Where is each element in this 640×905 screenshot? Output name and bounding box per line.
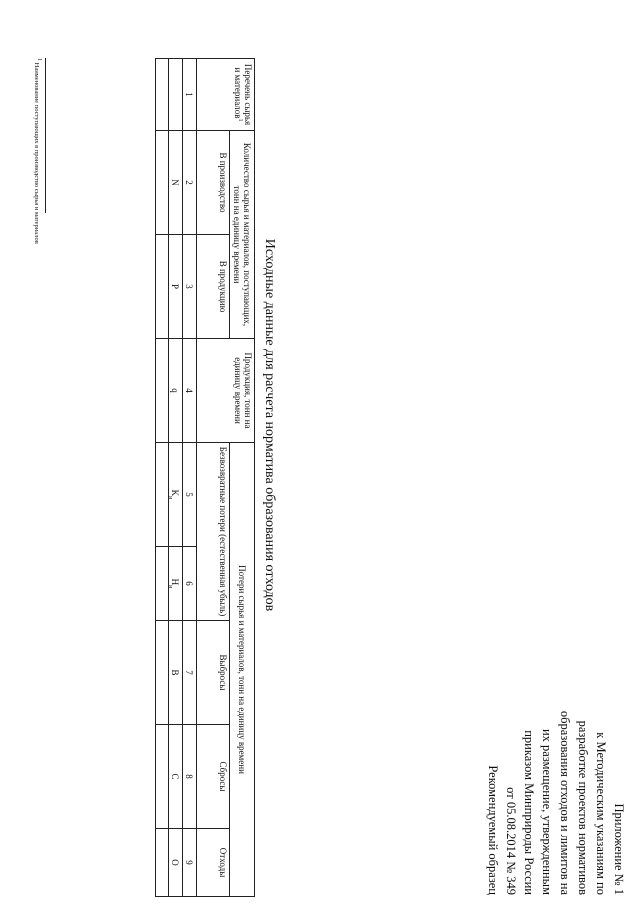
column-number: 1 — [183, 59, 197, 131]
symbol-cell: q — [169, 339, 183, 443]
approval-line: разработке проектов нормативов — [576, 720, 590, 895]
approval-line: к Методическим указаниям по — [594, 732, 608, 895]
header-losses: Потери сырья и материалов, тонн на единицу времени — [230, 443, 255, 897]
header-production: Продукция, тонн на единицу времени — [197, 339, 255, 443]
footnote-mark: 1 — [36, 58, 43, 61]
approval-date: от 05.08.2014 № 349 — [504, 787, 518, 895]
empty-cell — [156, 59, 169, 131]
column-number: 9 — [183, 829, 197, 897]
symbol-cell: О — [169, 829, 183, 897]
symbol-cell: $Н_н$ — [169, 547, 183, 621]
subheader-irrecoverable-losses: Безвозвратные потери (естественная убыль) — [197, 443, 230, 621]
column-number: 8 — [183, 725, 197, 829]
approval-line: приказом Минприроды России — [522, 730, 536, 895]
column-number: 7 — [183, 621, 197, 725]
subheader-emissions: Выбросы — [197, 621, 230, 725]
sample-note: Рекомендуемый образец — [486, 765, 500, 895]
column-numbers-row — [183, 59, 197, 897]
column-number: 4 — [183, 339, 197, 443]
footnote — [33, 58, 43, 244]
subheader-to-production: В производство — [197, 131, 230, 235]
page-title: Исходные данные для расчета норматива образования отходов — [262, 238, 277, 612]
source-data-table — [155, 58, 255, 897]
empty-cell — [156, 621, 169, 725]
subheader-to-product: В продукцию — [197, 235, 230, 339]
symbol-cell: P — [169, 235, 183, 339]
empty-cell — [156, 829, 169, 897]
approval-block — [484, 0, 628, 895]
header-materials-list: Перечень сырья и материалов$^1$ — [197, 59, 255, 131]
subheader-row — [197, 59, 230, 897]
empty-row — [156, 59, 169, 897]
symbol-cell — [169, 59, 183, 131]
footnote-separator — [45, 58, 46, 213]
column-number: 3 — [183, 235, 197, 339]
column-number: 2 — [183, 131, 197, 235]
empty-cell — [156, 547, 169, 621]
header-row — [230, 59, 255, 897]
column-number: 6 — [183, 547, 197, 621]
empty-cell — [156, 443, 169, 547]
symbol-cell: В — [169, 621, 183, 725]
symbol-cell: С — [169, 725, 183, 829]
symbols-row — [169, 59, 183, 897]
subheader-discharges: Сбросы — [197, 725, 230, 829]
subheader-waste: Отходы — [197, 829, 230, 897]
empty-cell — [156, 725, 169, 829]
approval-line: образования отходов и лимитов на — [558, 710, 572, 895]
header-quantity: Количество сырья и материалов, поступающих, тонн на единицу времени — [230, 131, 255, 339]
footnote-ref: 1 — [237, 118, 243, 122]
approval-line: их размещение, утвержденным — [540, 728, 554, 895]
empty-cell — [156, 235, 169, 339]
column-number: 5 — [183, 443, 197, 547]
annex-number: Приложение № 1 — [612, 803, 626, 895]
symbol-cell: $K_н$ — [169, 443, 183, 547]
empty-cell — [156, 339, 169, 443]
footnote-text: Наименование поступающих в производство сырья и материалов — [33, 62, 40, 244]
empty-cell — [156, 131, 169, 235]
symbol-cell: N — [169, 131, 183, 235]
